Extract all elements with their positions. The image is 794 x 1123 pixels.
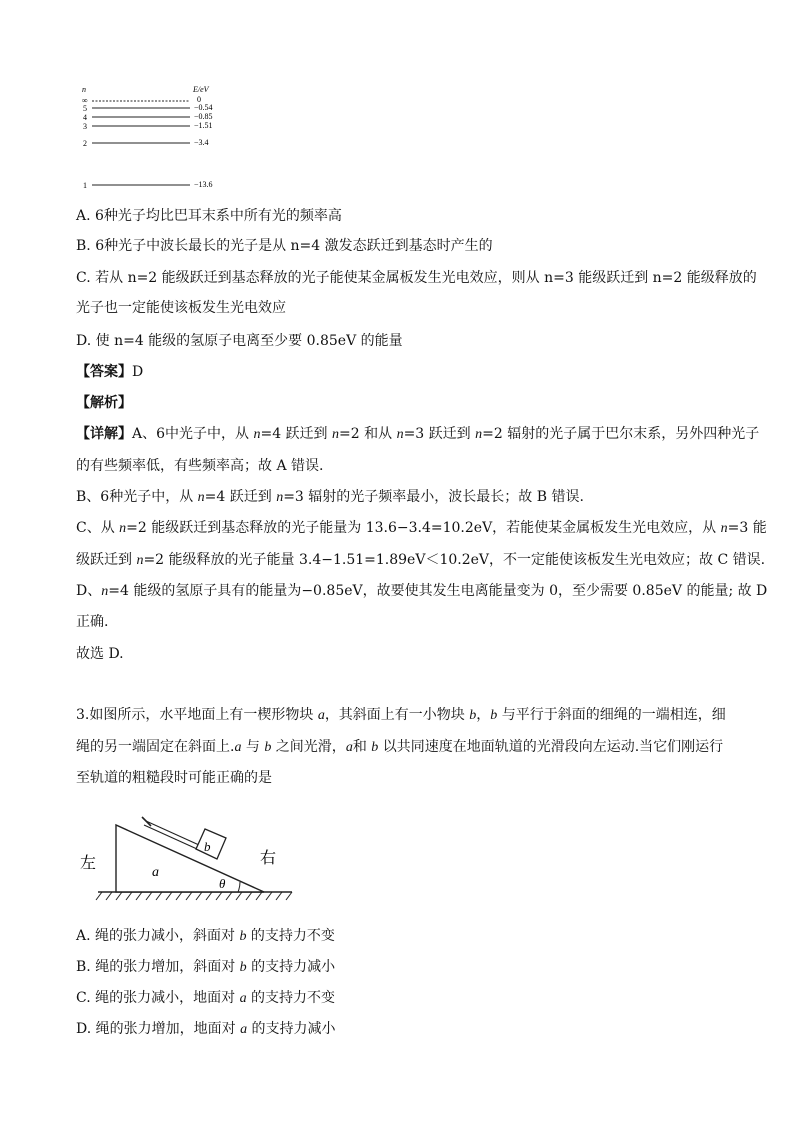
option-text: A. 绳的张力减小，斜面对	[76, 928, 240, 944]
q2-answer	[76, 362, 756, 382]
stem-text: 与平行于斜面的细绳的一端相连，细	[497, 707, 726, 723]
var-n: n	[720, 521, 728, 536]
level-e-4: −0.85	[194, 112, 213, 121]
stem-text: 之间光滑，	[271, 739, 346, 755]
detail-text: A、6中光子中，从	[132, 426, 254, 442]
detail-text: =4 跃迁到	[204, 489, 277, 505]
var-n: n	[119, 521, 127, 536]
energy-axis-label: E/eV	[193, 85, 209, 94]
answer-value: D	[132, 364, 144, 380]
option-text: 的支持力不变	[246, 990, 336, 1006]
ground-hatching	[96, 892, 292, 900]
var-n: n	[475, 427, 483, 442]
var-n: n	[197, 490, 205, 505]
detail-line-1	[76, 424, 760, 445]
var-n: n	[332, 427, 340, 442]
label-b: b	[204, 839, 211, 854]
detail-text: 级跃迁到	[76, 552, 137, 568]
detail-text: =3 辐射的光子频率最小，波长最长；故 B 错误.	[283, 489, 584, 505]
q3-option-c	[76, 988, 756, 1009]
var-b: b	[239, 929, 247, 944]
detail-text: D、	[76, 583, 102, 599]
stem-text: 和	[352, 739, 372, 755]
var-a: a	[234, 740, 242, 755]
label-a: a	[152, 865, 159, 880]
detail-line-6	[76, 581, 768, 602]
var-n: n	[276, 490, 284, 505]
detail-text: =2 和从	[339, 426, 397, 442]
wedge-a	[116, 825, 264, 892]
detail-text: =3 能	[727, 520, 767, 536]
rope	[146, 821, 199, 845]
var-n: n	[253, 427, 261, 442]
detail-text: C、从	[76, 520, 120, 536]
var-n: n	[136, 553, 144, 568]
var-a: a	[317, 708, 325, 723]
q3-option-b	[76, 957, 756, 978]
stem-text: 3.如图所示，水平地面上有一楔形物块	[76, 707, 318, 723]
detail-line-8: 故选 D.	[76, 646, 124, 662]
level-e-5: −0.54	[194, 103, 213, 112]
option-text: D. 绳的张力增加，地面对	[76, 1021, 241, 1037]
q3-option-a	[76, 926, 756, 947]
detail-text: B、6种光子中，从	[76, 489, 198, 505]
level-n-1: 1	[83, 181, 87, 190]
level-e-1: −13.6	[194, 180, 213, 189]
var-b: b	[469, 708, 477, 723]
q3-stem-line-2	[76, 737, 756, 758]
level-e-3: −1.51	[194, 121, 213, 130]
var-a: a	[345, 740, 353, 755]
level-n-2: 2	[83, 139, 87, 148]
q2-option-a: A. 6种光子均比巴耳末系中所有光的频率高	[76, 208, 342, 224]
detail-line-3	[76, 487, 756, 508]
option-text: 的支持力减小	[247, 1021, 336, 1037]
var-a: a	[239, 991, 247, 1006]
var-n: n	[396, 427, 404, 442]
option-text: 的支持力减小	[246, 959, 336, 975]
stem-text: 以共同速度在地面轨道的光滑段向左运动.当它们刚运行	[378, 739, 724, 755]
stem-text: 与	[241, 739, 265, 755]
detail-text: =2 辐射的光子属于巴尔末系，另外四种光子	[482, 426, 760, 442]
answer-label: 【答案】	[76, 364, 132, 380]
n-axis-label: n	[82, 85, 86, 94]
option-text: 的支持力不变	[246, 928, 335, 944]
var-a: a	[240, 1022, 248, 1037]
detail-text: =2 能级释放的光子能量 3.4−1.51=1.89eV＜10.2eV，不一定能使该板发生光电效应；故 C 错误.	[143, 552, 766, 568]
label-theta: θ	[219, 876, 226, 891]
stem-text: ，	[476, 707, 491, 723]
option-text: B. 绳的张力增加，斜面对	[76, 959, 240, 975]
stem-text: ，其斜面上有一小物块	[324, 707, 470, 723]
detail-label: 【详解】	[76, 426, 132, 442]
label-left: 左	[80, 855, 97, 872]
q3-stem-line-1	[76, 705, 756, 726]
q2-option-d: D. 使 n=4 能级的氢原子电离至少要 0.85eV 的能量	[76, 333, 403, 349]
q2-option-b: B. 6种光子中波长最长的光子是从 n=4 激发态跃迁到基态时产生的	[76, 238, 493, 254]
detail-line-4	[76, 518, 767, 539]
detail-text: =2 能级跃迁到基态释放的光子能量为 13.6−3.4=10.2eV，若能使某金属板发生光电效应，从	[126, 520, 721, 536]
var-b: b	[490, 708, 498, 723]
level-e-2: −3.4	[194, 138, 209, 147]
stem-text: 绳的另一端固定在斜面上.	[76, 739, 235, 755]
option-text: C. 绳的张力减小，地面对	[76, 990, 240, 1006]
detail-text: =4 跃迁到	[260, 426, 333, 442]
detail-line-2: 的有些频率低，有些频率高；故 A 错误.	[76, 458, 324, 474]
detail-line-5	[76, 550, 766, 571]
var-n: n	[101, 584, 109, 599]
label-right: 右	[260, 850, 277, 867]
var-b: b	[371, 740, 379, 755]
q3-stem-line-3: 至轨道的粗糙段时可能正确的是	[76, 770, 272, 786]
level-n-5: 5	[83, 104, 87, 113]
level-n-4: 4	[83, 113, 87, 122]
detail-line-7: 正确.	[76, 614, 109, 630]
var-b: b	[239, 960, 247, 975]
q2-option-c: C. 若从 n=2 能级跃迁到基态释放的光子能使某金属板发生光电效应，则从 n=3 能级跃迁到 n=2 能级释放的	[76, 270, 757, 286]
block-b	[196, 829, 226, 859]
wedge-figure	[78, 808, 298, 910]
detail-text: =4 能级的氢原子具有的能量为−0.85eV，故要使其发生电离能量变为 0，至少需要 0.85eV 的能量; 故 D	[108, 583, 768, 599]
q2-option-c-continued: 光子也一定能使该板发生光电效应	[76, 300, 286, 316]
analysis-label: 【解析】	[76, 395, 132, 411]
level-n-3: 3	[83, 122, 87, 131]
level-n-inf: ∞	[82, 96, 88, 105]
detail-text: =3 跃迁到	[403, 426, 476, 442]
q3-option-d	[76, 1019, 756, 1040]
energy-level-diagram	[76, 82, 256, 192]
level-e-inf: 0	[197, 95, 201, 104]
var-b: b	[264, 740, 272, 755]
